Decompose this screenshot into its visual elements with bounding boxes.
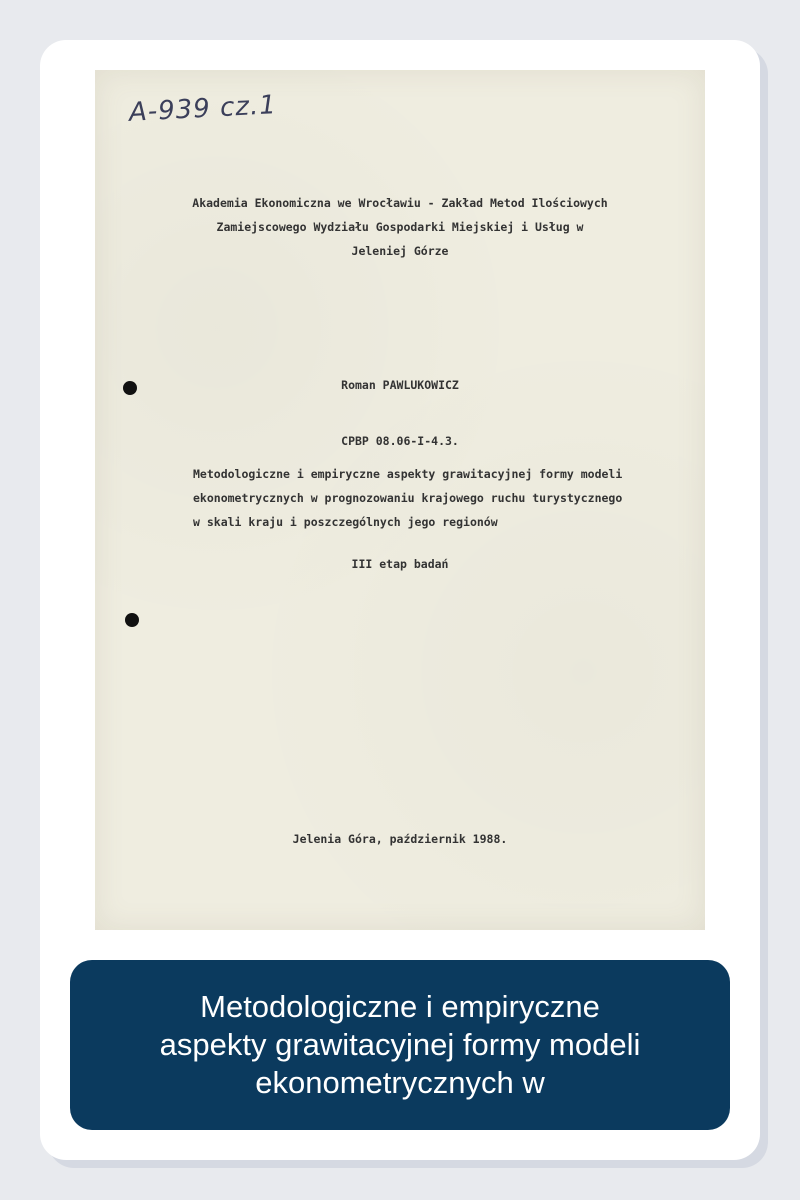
punch-hole-top xyxy=(123,381,137,395)
scanned-page xyxy=(95,70,705,930)
punch-hole-bottom xyxy=(125,613,139,627)
program-code: CPBP 08.06-I-4.3. xyxy=(341,434,459,448)
title-line-3: w skali kraju i poszczególnych jego regionów xyxy=(193,515,498,529)
handwritten-archive-mark: A-939 cz.1 xyxy=(128,90,278,128)
caption-line-1: Metodologiczne i empiryczne xyxy=(200,989,600,1024)
caption-line-2: aspekty grawitacyjnej formy modeli xyxy=(159,1027,641,1062)
title-line-1: Metodologiczne i empiryczne aspekty grawitacyjnej formy modeli xyxy=(193,467,623,481)
author-name: Roman PAWLUKOWICZ xyxy=(341,378,459,392)
research-stage: III etap badań xyxy=(351,557,449,571)
caption-title xyxy=(140,988,661,1102)
place-and-date: Jelenia Góra, październik 1988. xyxy=(292,832,508,846)
document-card xyxy=(40,40,760,1160)
caption-banner xyxy=(70,960,730,1130)
institution-line-3: Jeleniej Górze xyxy=(351,244,449,258)
institution-line-1: Akademia Ekonomiczna we Wrocławiu - Zakład Metod Ilościowych xyxy=(192,196,608,210)
institution-line-2: Zamiejscowego Wydziału Gospodarki Miejskiej i Usług w xyxy=(216,220,584,234)
title-line-2: ekonometrycznych w prognozowaniu krajowego ruchu turystycznego xyxy=(193,491,623,505)
caption-line-3: ekonometrycznych w xyxy=(255,1065,545,1100)
